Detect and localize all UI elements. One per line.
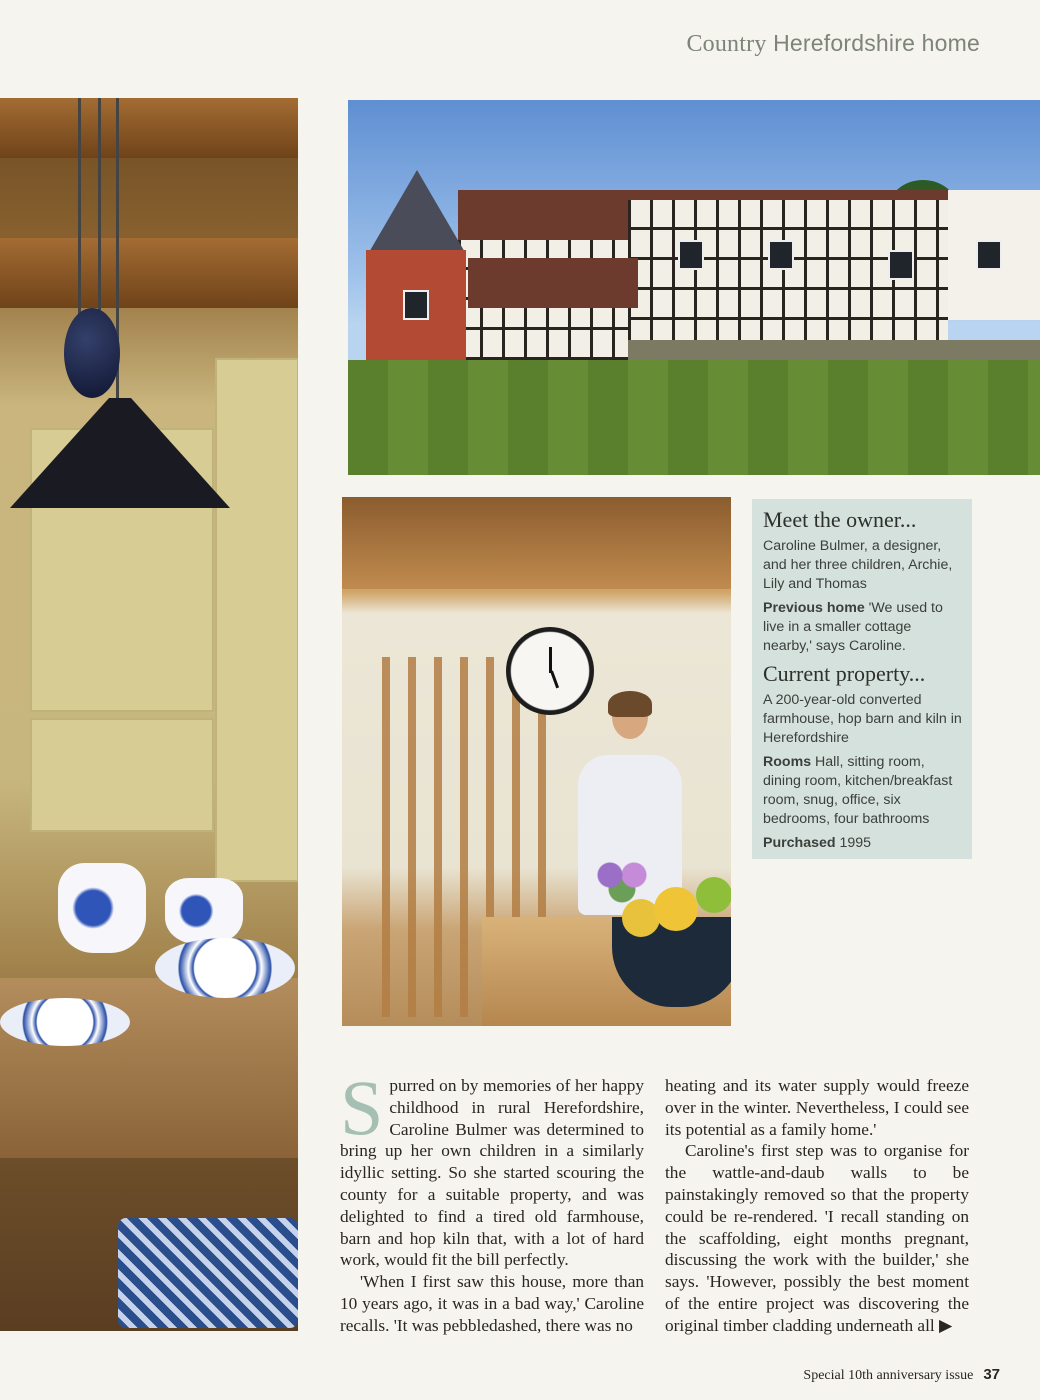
article-column-2 — [665, 1075, 969, 1337]
purchased-text: 1995 — [839, 835, 872, 851]
paragraph-2-end — [665, 1075, 969, 1140]
rooms-label: Rooms — [763, 754, 812, 770]
paragraph-3: Caroline's first step was to organise for the wattle-and-daub walls to be painstakingly removed so that the property could be re-rendered. 'I recall standing on the scaffolding, eight months pregnant, discussing the work with the builder,' she says. 'However, possibly the best moment of the entire project was discovering the original timber cladding underneath all ▶ — [665, 1141, 969, 1335]
issue-label: Special 10th anniversary issue — [803, 1368, 974, 1383]
farmhouse-photo — [348, 100, 1040, 475]
section-header-country: Country — [686, 31, 767, 57]
window — [976, 240, 1002, 270]
clock-hand — [549, 647, 552, 673]
lemon — [654, 887, 698, 931]
kitchen-beam — [0, 238, 298, 308]
lawn — [348, 360, 1040, 475]
paragraph-1-text: purred on by memories of her happy childhood in rural Herefordshire, Caroline Bulmer was determined to bring up her own children in a similarly idyllic setting. So she started scouring the county for a suitable property, and was delighted to find a tired old farmhouse, barn and hop kiln that, with a lot of hard work, would fit the bill perfectly. — [340, 1076, 644, 1270]
kitchen-drawers — [30, 718, 214, 832]
woman-hair — [608, 691, 652, 717]
paragraph-2-start — [340, 1271, 644, 1336]
lamp-cord — [98, 98, 101, 318]
paragraph-1 — [340, 1064, 644, 1271]
owner-heading: Meet the owner... — [763, 507, 917, 532]
blue-plate — [155, 938, 295, 998]
page-footer — [803, 1366, 1000, 1384]
section-header — [686, 30, 980, 58]
lamp-cord — [78, 98, 81, 318]
purchased-label: Purchased — [763, 835, 836, 851]
window — [403, 290, 429, 320]
paragraph-2-continued: heating and its water supply would freeze over in the winter. Nevertheless, I could see its potential as a family home.' — [665, 1076, 969, 1139]
property-heading: Current property... — [763, 661, 926, 686]
blue-plate — [0, 998, 130, 1046]
kiln-roof — [368, 170, 466, 254]
previous-home-label: Previous home — [763, 600, 865, 616]
owner-info-box — [752, 499, 972, 859]
drop-cap: S — [340, 1064, 384, 1151]
property-text: A 200-year-old converted farmhouse, hop barn and kiln in Herefordshire — [763, 692, 962, 746]
section-header-rest: Herefordshire home — [773, 30, 980, 56]
checked-cushion — [118, 1218, 298, 1328]
page-number: 37 — [983, 1366, 1000, 1383]
owner-text: Caroline Bulmer, a designer, and her three children, Archie, Lily and Thomas — [763, 538, 953, 592]
lime — [696, 877, 731, 913]
kitchen-photo — [0, 98, 298, 1331]
rooms — [763, 753, 962, 829]
interior-photo — [342, 497, 731, 1026]
purchased — [763, 834, 962, 853]
paragraph-2-text: 'When I first saw this house, more than 10 years ago, it was in a bad way,' Caroline recalls. 'It was pebbledashed, there was no — [340, 1272, 644, 1335]
previous-home-text: 'We used to live in a smaller cottage nearby,' says Caroline. — [763, 600, 943, 654]
kitchen-beam — [0, 98, 298, 158]
window — [678, 240, 704, 270]
clock-hand — [550, 670, 559, 688]
sugar-bowl — [165, 878, 243, 944]
barn-roof — [468, 258, 638, 308]
rooms-text: Hall, sitting room, dining room, kitchen/breakfast room, snug, office, six bedrooms, four bathrooms — [763, 754, 953, 827]
article-column-1 — [340, 1064, 644, 1337]
previous-home — [763, 599, 962, 656]
kitchen-cupboard — [215, 358, 298, 882]
blue-jug — [58, 863, 146, 953]
window — [888, 250, 914, 280]
window — [768, 240, 794, 270]
ceiling-beam — [342, 497, 731, 589]
pendant-lamp-weight — [64, 308, 120, 398]
